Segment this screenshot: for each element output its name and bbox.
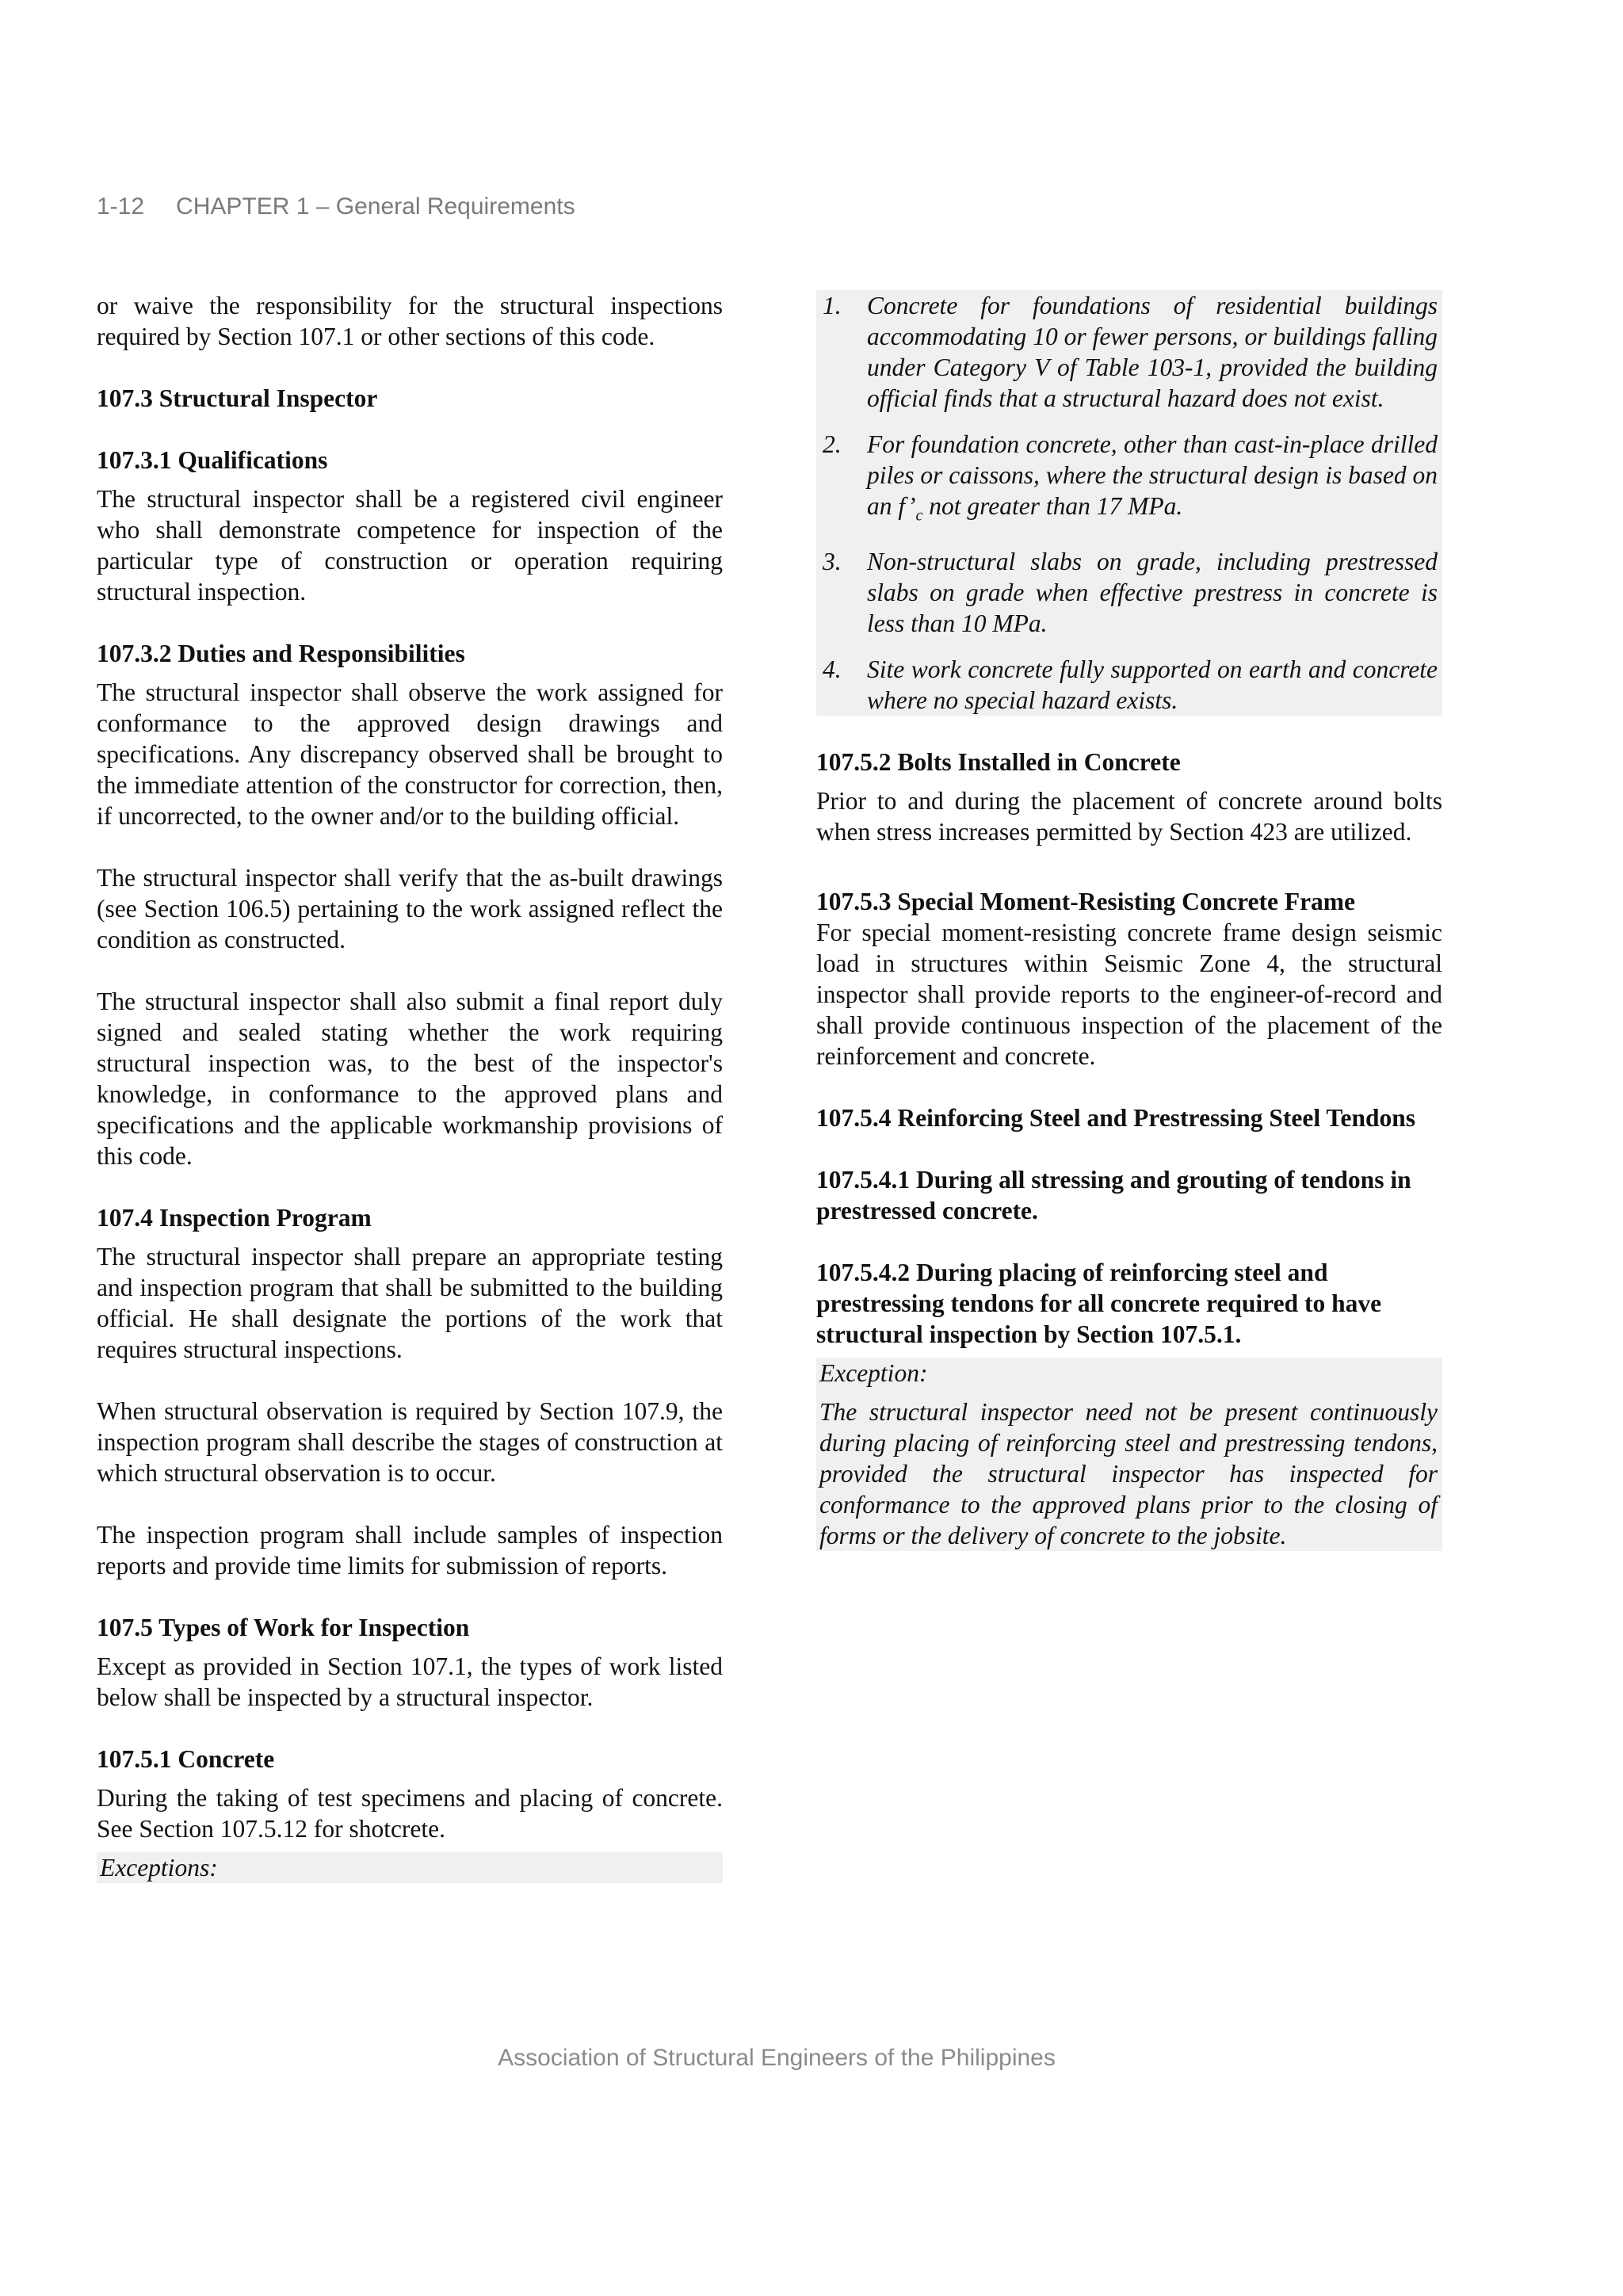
paragraph-107-3-1: The structural inspector shall be a registered civil engineer who shall demonstrate competence for inspection of the particular type of construction or operation requiring structural inspection. [97,485,723,606]
paragraph-107-4-b: When structural observation is required by Section 107.9, the inspection program shall describe the stages of construction at which structural observation is to occur. [97,1397,723,1487]
exceptions-box [97,1852,723,1883]
paragraph-107-3-2-b: The structural inspector shall verify that the as-built drawings (see Section 106.5) pertaining to the work assigned reflect the condition as constructed. [97,864,723,953]
list-item-number: 3. [823,548,842,576]
list-item-text: Concrete for foundations of residential buildings accommodating 10 or fewer persons, or buildings falling under Category V of Table 103-1, provided the building official finds that a structural hazard does not exist. [867,292,1438,412]
chapter-title: CHAPTER 1 – General Requirements [176,193,575,220]
page-number: 1-12 [97,193,145,220]
list-item-text-after: not greater than 17 MPa. [922,492,1183,520]
intro-paragraph: or waive the responsibility for the structural inspections required by Section 107.1 or other sections of this code. [97,292,723,350]
page-header [97,193,575,220]
exceptions-list-box [816,290,1442,716]
left-column [97,290,723,1883]
heading-107-5: 107.5 Types of Work for Inspection [97,1614,470,1641]
exceptions-label: Exceptions: [100,1854,218,1881]
list-item-text: Non-structural slabs on grade, including prestressed slabs on grade when effective prestress in concrete is less than 10 MPa. [867,548,1438,638]
list-item [819,290,1438,414]
heading-107-5-1: 107.5.1 Concrete [97,1745,275,1773]
heading-107-5-4: 107.5.4 Reinforcing Steel and Prestressing Steel Tendons [816,1104,1416,1133]
paragraph-107-3-2-a: The structural inspector shall observe the work assigned for conformance to the approved design drawings and specifications. Any discrepancy observed shall be brought to the immediate attention of the constructor for correction, then, if uncorrected, to the owner and/or to the building official. [97,678,723,830]
list-item [819,546,1438,639]
paragraph-107-4-c: The inspection program shall include samples of inspection reports and provide time limits for submission of reports. [97,1521,723,1580]
list-item [819,654,1438,716]
heading-107-3-1: 107.3.1 Qualifications [97,446,328,474]
list-item-number: 2. [823,430,842,458]
list-item-number: 4. [823,655,842,684]
exceptions-list [816,290,1442,716]
heading-107-5-4-1: 107.5.4.1 During all stressing and grouting of tendons in prestressed concrete. [816,1166,1411,1225]
right-column [816,290,1442,1551]
exception-label: Exception: [819,1359,928,1388]
paragraph-107-5-2: Prior to and during the placement of concrete around bolts when stress increases permitted by Section 423 are utilized. [816,787,1442,846]
heading-107-5-3: 107.5.3 Special Moment-Resisting Concrete Frame [816,888,1356,916]
paragraph-107-5-3: For special moment-resisting concrete frame design seismic load in structures within Seismic Zone 4, the structural inspector shall provide reports to the engineer-of-record and shall provide continuous inspection of the placement of the reinforcement and concrete. [816,919,1442,1071]
heading-107-5-2: 107.5.2 Bolts Installed in Concrete [816,748,1181,777]
paragraph-107-5-1: During the taking of test specimens and placing of concrete. See Section 107.5.12 for shotcrete. [97,1784,723,1843]
heading-107-5-4-2: 107.5.4.2 During placing of reinforcing steel and prestressing tendons for all concrete required to have structural inspection by Section 107.5.1. [816,1259,1382,1349]
list-item-number: 1. [823,292,842,319]
page-footer: Association of Structural Engineers of the Philippines [498,2045,1056,2071]
paragraph-107-4-a: The structural inspector shall prepare an appropriate testing and inspection program that shall be submitted to the building official. He shall designate the portions of the work that requires structural inspections. [97,1243,723,1363]
heading-107-3: 107.3 Structural Inspector [97,384,378,412]
list-item [819,429,1438,531]
exception-box [816,1358,1442,1551]
heading-107-4: 107.4 Inspection Program [97,1204,372,1232]
list-item-text: For foundation concrete, other than cast-in-place drilled piles or caissons, where the structural design is based on an f’ [867,430,1438,520]
paragraph-107-5: Except as provided in Section 107.1, the types of work listed below shall be inspected by a structural inspector. [97,1652,723,1711]
heading-107-3-2: 107.3.2 Duties and Responsibilities [97,640,465,667]
paragraph-107-3-2-c: The structural inspector shall also submit a final report duly signed and sealed stating whether the work requiring structural inspection was, to the best of the inspector's knowledge, in conformance to the approved plans and specifications and the applicable workmanship provisions of this code. [97,988,723,1170]
list-item-text: Site work concrete fully supported on earth and concrete where no special hazard exists. [867,655,1438,715]
subscript: c [915,506,923,525]
exception-text: The structural inspector need not be present continuously during placing of reinforcing steel and prestressing tendons, provided the structural inspector has inspected for conformance to the approved plans prior to the closing of forms or the delivery of concrete to the jobsite. [819,1398,1438,1550]
